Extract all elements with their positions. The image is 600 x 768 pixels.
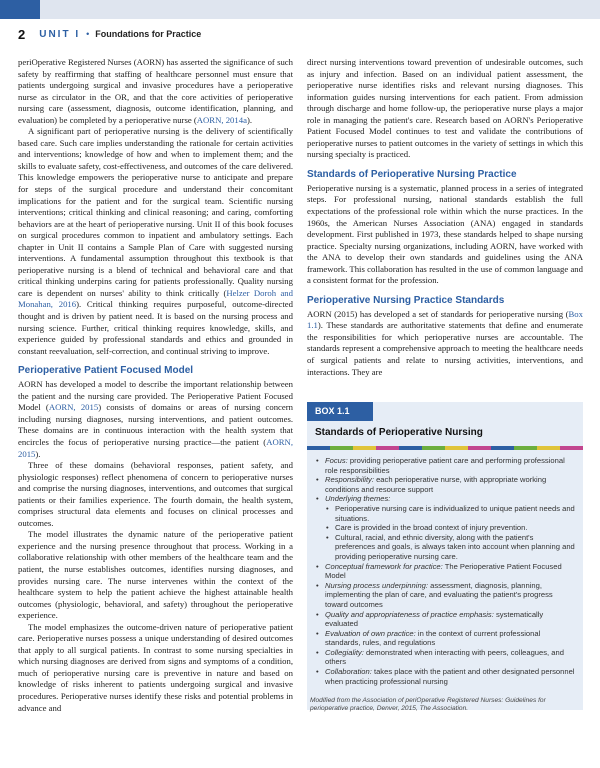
item-text: Care is provided in the broad context of injury prevention. xyxy=(335,523,528,533)
unit-label: UNIT I xyxy=(39,28,81,40)
stripe-segment xyxy=(445,446,468,450)
item-text: The Perioperative Patient Focused Model xyxy=(325,561,562,581)
color-stripe xyxy=(307,446,583,450)
paragraph: periOperative Registered Nurses (AORN) has asserted the significance of such safety by reaffirming that staffing of healthcare personnel must ensure that patients undergoing surgical and invasive procedures have a perioperative nurse as circulator in the OR, and that the core activities of perioperative nursing care (assessment, diagnosis, outcome identification, planning, and evaluation) be completed by a perioperative nurse (AORN, 2014a). xyxy=(18,57,293,125)
item-term: Underlying themes: xyxy=(325,494,391,504)
list-item xyxy=(325,648,575,667)
running-header xyxy=(18,26,201,42)
item-text: Perioperative nursing care is individualized to unique patient needs and situations. xyxy=(335,503,575,523)
item-term: Focus: xyxy=(325,456,348,465)
item-term: Conceptual framework for practice: xyxy=(325,561,443,571)
box-reference-link[interactable]: Box 1.1 xyxy=(307,308,583,331)
section-heading: Perioperative Patient Focused Model xyxy=(18,365,194,377)
item-term: Collegiality: xyxy=(325,647,364,657)
item-text: systematically evaluated xyxy=(325,609,544,629)
paragraph: Perioperative nursing is a systematic, planned process in a series of integrated steps. For professional nursing, national standards establish the full expectations of the professional role within which the nurse practices. In the 1960s, the American Nurses Association (ANA) engaged in standards development. First published in 1973, these standards helped to shape nursing practice. Specialty nursing organizations, including AORN, have worked with the ANA to develop their own standards and guidelines using the ANA framework. This collaboration has resulted in the use of common language and a consistent format for the profession. xyxy=(307,182,583,286)
item-text: takes place with the patient and other designated personnel when practicing professional nursing xyxy=(325,667,575,686)
item-term: Quality and appropriateness of practice emphasis: xyxy=(325,609,494,619)
item-text: Cultural, racial, and ethnic diversity, along with the patient's preferences and goals, is always taken into account when planning and providing perioperative nursing care. xyxy=(335,532,575,561)
item-term: Nursing process underpinning: xyxy=(325,580,428,590)
item-term: Responsibility: xyxy=(325,475,374,485)
stripe-segment xyxy=(399,446,422,450)
top-banner xyxy=(0,0,600,19)
box-source-note: Modified from the Association of periOperative Registered Nurses: Guidelines for perioperative practice, Denver, 2015, The Association. xyxy=(310,697,546,712)
citation-link[interactable]: AORN, 2015 xyxy=(18,436,293,459)
list-item xyxy=(325,581,575,610)
stripe-segment xyxy=(307,446,330,450)
citation-link[interactable]: AORN, 2014a xyxy=(196,114,247,125)
paragraph: Three of these domains (behavioral responses, patient safety, and physiologic responses) reflect phenomena of concern to perioperative nurses and comprise the nursing diagnoses, interventions, and outcomes that surgical patients or their families experience. The fourth domain, the health system, comprises structural data elements and focuses on clinical processes and outcomes. xyxy=(18,460,293,528)
sub-list-item xyxy=(335,533,575,562)
item-term: Collaboration: xyxy=(325,667,372,677)
list-item xyxy=(325,667,575,686)
paragraph: A significant part of perioperative nursing is the delivery of scientifically based care. Such care implies understanding the rationale for certain activities and interventions; knowledge of how and when to implement them; and the skills to evaluate safety, cost-effectiveness, and outcomes of the care delivered. This knowledge empowers the perioperative nurse to anticipate and prepare for steps of the surgical procedure and understand their concomitant implications for the patient and for the surgical team. Scientific nursing interventions; critical thinking and clinical reasoning; and caring, comforting behaviors are at the heart of perioperative nursing. Unit II of this book focuses on surgical procedures common to inpatient and ambulatory settings. Each chapter in Unit II contains a Sample Plan of Care with suggested nursing interventions. A fundamental assumption throughout this textbook is that perioperative nursing is a blend of technical and behavioral care and that critical thinking underpins caring for patients professionally. Quality nursing care is dependent on nurses' ability to think critically (Helzer Doroh and Monahan, 2016). Critical thinking requires purposeful, outcome-directed thought and is driven by patient need. It is based on the nursing process and nursing science. Further, critical thinking requires knowledge, skills, and experience guided by professional standards and ethics and grounded in constant reevaluation, self-correction, and continual striving to improve. xyxy=(18,126,294,356)
list-item xyxy=(325,456,575,475)
stripe-segment xyxy=(514,446,537,450)
stripe-segment xyxy=(376,446,399,450)
section-title: Foundations for Practice xyxy=(95,29,202,39)
stripe-segment xyxy=(537,446,560,450)
item-text: in the context of current professional standards, rules, and regulations xyxy=(325,628,541,648)
paragraph: The model illustrates the dynamic nature of the perioperative patient experience and the nursing presence throughout that process. Working in a collaborative relationship with other members of the healthcare team and the patient, the nurse establishes outcomes, identifies nursing diagnoses, and provides nursing care. The nurse intervenes within the context of the healthcare system to help the patient achieve the highest attainable health outcomes (physiologic, behavioral, and safety) throughout the perioperative experience. xyxy=(18,529,293,621)
stripe-segment xyxy=(330,446,353,450)
page-number: 2 xyxy=(18,26,26,42)
stripe-segment xyxy=(468,446,491,450)
paragraph: AORN (2015) has developed a set of standards for perioperative nursing (Box 1.1). These standards are authoritative statements that define and enumerate the responsibilities for which perioperative nurses are accountable. The standards represent a comprehensive approach to meeting the healthcare needs of surgical patients and relate to nursing activities, interventions, and interactions. They are xyxy=(307,308,583,377)
subsection-heading: Perioperative Nursing Practice Standards xyxy=(307,294,505,306)
box-label: BOX 1.1 xyxy=(307,402,373,421)
right-column xyxy=(307,57,583,378)
left-column xyxy=(18,57,293,714)
list-item xyxy=(325,494,575,504)
standards-list xyxy=(307,456,583,686)
box-title: Standards of Perioperative Nursing xyxy=(315,427,483,438)
citation-link[interactable]: AORN, 2015 xyxy=(48,402,99,413)
paragraph: The model emphasizes the outcome-driven nature of perioperative patient care. Perioperative nurses possess a unique understanding of desired outcomes that apply to all surgical patients. In contrast to some nursing specialties in which nursing diagnoses are derived from signs and symptoms of a condition, much of perioperative nursing care is preventive in nature and based on knowledge of risks inherent to patients undergoing surgical and invasive procedures. Perioperative nurses identify these risks and potential problems in advance and xyxy=(18,621,293,713)
item-term: Evaluation of own practice: xyxy=(325,628,416,638)
box-1-1 xyxy=(307,402,583,710)
section-heading: Standards of Perioperative Nursing Practice xyxy=(307,168,517,180)
list-item xyxy=(325,475,575,494)
citation-link[interactable]: Helzer Doroh and Monahan, 2016 xyxy=(18,287,293,310)
stripe-segment xyxy=(491,446,514,450)
list-item xyxy=(325,562,575,581)
sub-list-item xyxy=(335,504,575,523)
list-item xyxy=(325,629,575,648)
item-text: demonstrated when interacting with peers, colleagues, and others xyxy=(325,647,564,667)
stripe-segment xyxy=(560,446,583,450)
list-item xyxy=(325,610,575,629)
sub-list-item xyxy=(335,523,575,533)
stripe-segment xyxy=(353,446,376,450)
item-text: each perioperative nurse, with appropriate working conditions and resource support xyxy=(325,475,547,494)
banner-accent xyxy=(0,0,40,19)
header-separator: • xyxy=(86,29,90,39)
item-text: assessment, diagnosis, planning, implementing the plan of care, and evaluating the patient's progress toward outcomes xyxy=(325,580,553,609)
item-text: providing perioperative patient care and performing professional role responsibilities xyxy=(325,456,565,475)
paragraph: AORN has developed a model to describe the important relationship between the patient and the nursing care provided. The Perioperative Patient Focused Model (AORN, 2015) consists of domains or areas of nursing concern including nursing diagnoses, nursing interventions, and patient outcomes. These domains are in continuous interaction with the health system that encircles the focus of perioperative nursing practice—the patient (AORN, 2015). xyxy=(18,379,294,459)
stripe-segment xyxy=(422,446,445,450)
paragraph: direct nursing interventions toward prevention of undesirable outcomes, such as injury and infection. Based on an individual patient assessment, the perioperative nurse identifies risks and relevant nursing diagnoses. This information guides nursing interventions for each patient. From admission through discharge and home follow-up, the perioperative nurse plays a major role in managing the patient's care. Research based on AORN's Perioperative Patient Focused Model continues to test and validate the contributions of perioperative nurses to patient outcomes in the variety of settings in which this nursing specialty is practiced. xyxy=(307,57,583,160)
